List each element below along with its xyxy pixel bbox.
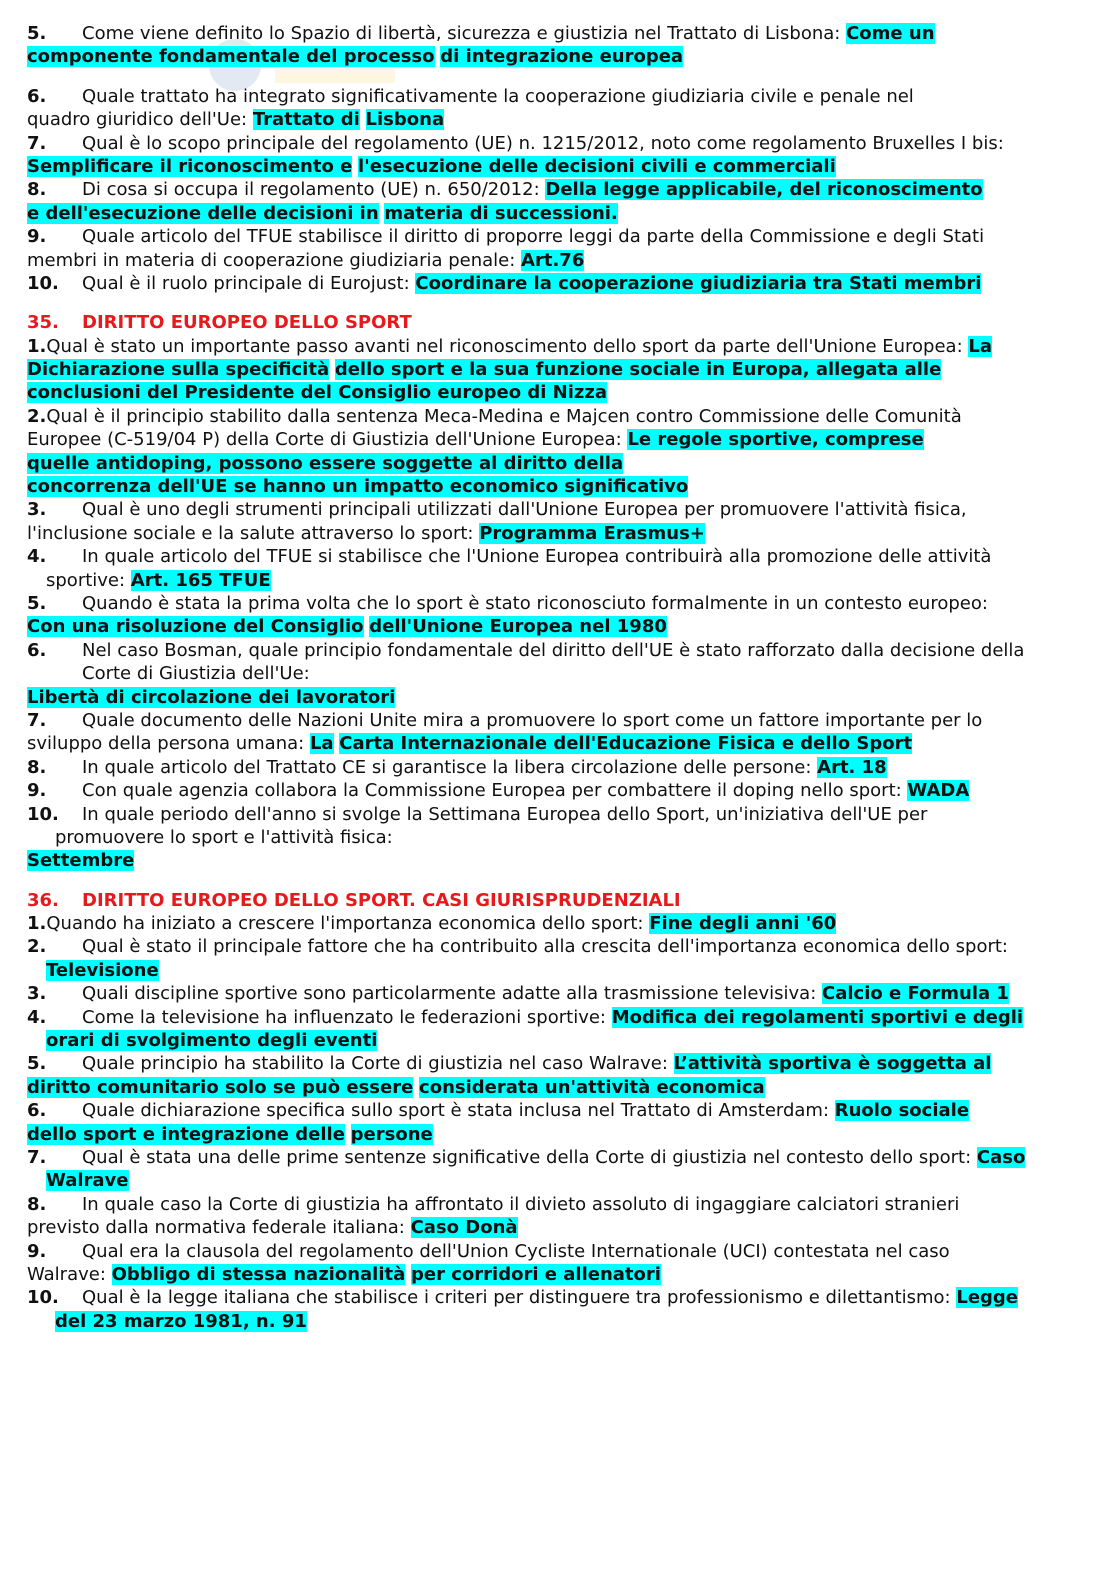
question-text: In quale periodo dell'anno si svolge la Settimana Europea dello Sport, un'iniziativa dell'UE per [82, 803, 928, 825]
text-line [27, 405, 1083, 428]
question-text: In quale caso la Corte di giustizia ha affrontato il divieto assoluto di ingaggiare calciatori stranieri [82, 1193, 960, 1215]
answer-highlight: Semplificare il riconoscimento e [27, 155, 353, 177]
text-line [27, 662, 1083, 685]
answer-highlight: considerata un'attività economica [419, 1076, 765, 1098]
question-number: 3. [27, 983, 47, 1005]
text-line [27, 959, 1083, 982]
question-text: Quando ha iniziato a crescere l'importanza economica dello sport: [46, 913, 650, 935]
answer-highlight: Caso Donà [410, 1217, 518, 1239]
question-text: Corte di Giustizia dell'Ue: [82, 663, 310, 685]
question-text: Qual è uno degli strumenti principali utilizzati dall'Unione Europea per promuovere l'attività fisica, [82, 499, 967, 521]
answer-highlight: Settembre [27, 850, 135, 872]
answer-highlight: Obbligo di stessa nazionalità [111, 1263, 406, 1285]
text-line [27, 522, 1083, 545]
answer-highlight: Art.76 [521, 249, 585, 271]
question-text: In quale articolo del Trattato CE si garantisce la libera circolazione delle persone: [82, 756, 818, 778]
text-line [27, 498, 1083, 521]
answer-highlight: per corridori e allenatori [411, 1263, 661, 1285]
question-number: 7. [27, 1146, 47, 1168]
answer-highlight: concorrenza dell'UE se hanno un impatto economico significativo [27, 476, 689, 498]
question-text: Quale trattato ha integrato significativamente la cooperazione giudiziaria civile e penale nel [82, 85, 914, 107]
question-number: 5. [27, 592, 47, 614]
answer-highlight: L’attività sportiva è soggetta al [673, 1053, 992, 1075]
question-text: previsto dalla normativa federale italiana: [27, 1217, 411, 1239]
text-line [27, 22, 1083, 45]
question-text: Walrave: [27, 1263, 112, 1285]
answer-highlight: diritto comunitario solo se può essere [27, 1076, 414, 1098]
question-text: Quale principio ha stabilito la Corte di giustizia nel caso Walrave: [82, 1053, 674, 1075]
answer-highlight: Libertà di circolazione dei lavoratori [27, 686, 396, 708]
text-line [27, 1076, 1083, 1099]
question-number: 1. [27, 913, 47, 935]
answer-highlight: La [309, 733, 334, 755]
question-number: 2. [27, 936, 47, 958]
text-line [27, 202, 1083, 225]
text-line [27, 155, 1083, 178]
question-text: l'inclusione sociale e la salute attraverso lo sport: [27, 522, 480, 544]
text-line [27, 335, 1083, 358]
answer-highlight: Walrave [46, 1170, 129, 1192]
question-number: 2. [27, 405, 47, 427]
question-number: 8. [27, 756, 47, 778]
question-text [345, 1124, 351, 1145]
text-line [27, 1146, 1083, 1169]
question-number: 10. [27, 803, 59, 825]
answer-highlight: componente fondamentale del processo [27, 46, 435, 68]
text-line [27, 358, 1083, 381]
text-line [27, 849, 1083, 872]
text-line [27, 272, 1083, 295]
section-title: DIRITTO EUROPEO DELLO SPORT. CASI GIURISPRUDENZIALI [82, 889, 681, 911]
question-number: 8. [27, 179, 47, 201]
answer-highlight: Legge [956, 1287, 1018, 1309]
text-line [27, 592, 1083, 615]
answer-highlight: Televisione [46, 959, 159, 981]
answer-highlight: Carta Internazionale dell'Educazione Fisica e dello Sport [339, 733, 913, 755]
question-text [329, 359, 335, 380]
question-number: 6. [27, 1100, 47, 1122]
text-line [27, 475, 1083, 498]
text-line [27, 1216, 1083, 1239]
text-line [27, 982, 1083, 1005]
question-text: Quando è stata la prima volta che lo sport è stato riconosciuto formalmente in un contesto europeo: [82, 592, 988, 614]
answer-highlight: dell'Unione Europea nel 1980 [369, 616, 667, 638]
answer-highlight: Lisbona [365, 109, 445, 131]
answer-highlight: orari di svolgimento degli eventi [46, 1030, 378, 1052]
answer-highlight: del 23 marzo 1981, n. 91 [55, 1310, 307, 1332]
text-line [27, 709, 1083, 732]
paragraph-gap [27, 873, 1083, 889]
question-number: 3. [27, 499, 47, 521]
question-text: quadro giuridico dell'Ue: [27, 109, 253, 131]
answer-highlight: WADA [907, 780, 970, 802]
text-line [27, 779, 1083, 802]
text-line [27, 569, 1083, 592]
question-text: Quale articolo del TFUE stabilisce il diritto di proporre leggi da parte della Commissione e degli Stati [82, 226, 985, 248]
question-text: In quale articolo del TFUE si stabilisce che l'Unione Europea contribuirà alla promozione delle attività [82, 546, 992, 568]
text-line [27, 132, 1083, 155]
text-line [27, 1169, 1083, 1192]
answer-highlight: Come un [846, 23, 935, 44]
text-line [27, 1029, 1083, 1052]
answer-highlight: Art. 18 [817, 756, 887, 778]
question-text: Qual è stata una delle prime sentenze significative della Corte di giustizia nel contesto dello sport: [82, 1146, 977, 1168]
question-number: 6. [27, 85, 47, 107]
question-text: Qual è stato il principale fattore che ha contribuito alla crescita dell'importanza economica dello sport: [82, 936, 1008, 958]
question-number: 1. [27, 335, 47, 357]
document-page [27, 22, 1083, 1333]
text-line [27, 803, 1083, 826]
answer-highlight: materia di successioni. [384, 202, 618, 224]
question-number: 10. [27, 1287, 59, 1309]
text-line [27, 45, 1083, 68]
question-text: Come viene definito lo Spazio di libertà, sicurezza e giustizia nel Trattato di Lisbona: [82, 23, 847, 44]
question-number: 5. [27, 23, 47, 44]
text-line [27, 1263, 1083, 1286]
question-number: 4. [27, 1006, 47, 1028]
section-title: DIRITTO EUROPEO DELLO SPORT [82, 312, 412, 334]
question-number: 4. [27, 546, 47, 568]
paragraph-gap [27, 295, 1083, 311]
answer-highlight: Coordinare la cooperazione giudiziaria tra Stati membri [415, 272, 982, 294]
question-text: sportive: [46, 569, 131, 591]
text-line [27, 381, 1083, 404]
question-text: Qual è stato un importante passo avanti nel riconoscimento dello sport da parte dell'Unione Europea: [46, 335, 969, 357]
answer-highlight: conclusioni del Presidente del Consiglio europeo di Nizza [27, 382, 607, 404]
text-line [27, 639, 1083, 662]
text-line [27, 1006, 1083, 1029]
answer-highlight: Con una risoluzione del Consiglio [27, 616, 364, 638]
section-heading [27, 311, 1083, 334]
question-number: 9. [27, 780, 47, 802]
paragraph-gap [27, 69, 1083, 85]
answer-highlight: La [968, 335, 992, 357]
question-text: sviluppo della persona umana: [27, 733, 310, 755]
answer-highlight: persone [350, 1123, 433, 1145]
text-line [27, 1123, 1083, 1146]
section-number: 35. [27, 312, 59, 334]
answer-highlight: Modifica dei regolamenti sportivi e degli [611, 1006, 1024, 1028]
text-line [27, 108, 1083, 131]
text-line [27, 225, 1083, 248]
question-text: Qual è il principio stabilito dalla sentenza Meca-Medina e Majcen contro Commissione delle Comunità [46, 405, 962, 427]
question-text: Europee (C-519/04 P) della Corte di Giustizia dell'Unione Europea: [27, 429, 628, 451]
question-text: Nel caso Bosman, quale principio fondamentale del diritto dell'UE è stato rafforzato dalla decisione della [82, 639, 1025, 661]
answer-highlight: quelle antidoping, possono essere soggette al diritto della [27, 452, 624, 474]
text-line [27, 85, 1083, 108]
answer-highlight: Programma Erasmus+ [479, 522, 705, 544]
question-text: Come la televisione ha influenzato le federazioni sportive: [82, 1006, 612, 1028]
question-number: 7. [27, 709, 47, 731]
text-line [27, 1052, 1083, 1075]
answer-highlight: Dichiarazione sulla specificità [27, 359, 330, 381]
section-number: 36. [27, 889, 59, 911]
question-number: 7. [27, 132, 47, 154]
answer-highlight: Calcio e Formula 1 [822, 983, 1009, 1005]
question-text: Quale dichiarazione specifica sullo sport è stata inclusa nel Trattato di Amsterdam: [82, 1100, 835, 1122]
text-line [27, 1286, 1083, 1309]
question-text: Con quale agenzia collabora la Commissione Europea per combattere il doping nello sport: [82, 780, 908, 802]
text-line [27, 178, 1083, 201]
question-number: 6. [27, 639, 47, 661]
question-number: 8. [27, 1193, 47, 1215]
question-text: Qual è la legge italiana che stabilisce i criteri per distinguere tra professionismo e dilettantismo: [82, 1287, 957, 1309]
question-text: promuovere lo sport e l'attività fisica: [55, 826, 393, 848]
text-line [27, 428, 1083, 451]
text-line [27, 452, 1083, 475]
question-text: Di cosa si occupa il regolamento (UE) n. 650/2012: [82, 179, 546, 201]
answer-highlight: Della legge applicabile, del riconoscimento [545, 179, 983, 201]
question-text: Qual è lo scopo principale del regolamento (UE) n. 1215/2012, noto come regolamento Bruxelles I bis: [82, 132, 1004, 154]
question-text: membri in materia di cooperazione giudiziaria penale: [27, 249, 522, 271]
answer-highlight: e dell'esecuzione delle decisioni in [27, 202, 379, 224]
text-line [27, 912, 1083, 935]
text-line [27, 1310, 1083, 1333]
question-number: 5. [27, 1053, 47, 1075]
answer-highlight: Art. 165 TFUE [130, 569, 271, 591]
answer-highlight: Le regole sportive, comprese [627, 429, 924, 451]
text-line [27, 826, 1083, 849]
text-line [27, 249, 1083, 272]
text-line [27, 1193, 1083, 1216]
text-line [27, 732, 1083, 755]
text-line [27, 615, 1083, 638]
text-line [27, 1240, 1083, 1263]
text-line [27, 686, 1083, 709]
text-line [27, 756, 1083, 779]
text-line [27, 1099, 1083, 1122]
answer-highlight: Caso [976, 1146, 1026, 1168]
answer-highlight: Ruolo sociale [834, 1100, 970, 1122]
question-number: 10. [27, 272, 59, 294]
answer-highlight: di integrazione europea [440, 46, 684, 68]
question-text: Quali discipline sportive sono particolarmente adatte alla trasmissione televisiva: [82, 983, 822, 1005]
question-text: Quale documento delle Nazioni Unite mira a promuovere lo sport come un fattore importante per lo [82, 709, 983, 731]
question-text: Qual era la clausola del regolamento dell'Union Cycliste Internationale (UCI) contestata nel caso [82, 1240, 950, 1262]
question-number: 9. [27, 226, 47, 248]
text-line [27, 935, 1083, 958]
answer-highlight: Trattato di [252, 109, 360, 131]
question-number: 9. [27, 1240, 47, 1262]
answer-highlight: dello sport e integrazione delle [27, 1123, 345, 1145]
text-line [27, 545, 1083, 568]
answer-highlight: dello sport e la sua funzione sociale in Europa, allegata alle [334, 359, 942, 381]
answer-highlight: Fine degli anni '60 [649, 913, 837, 935]
section-heading [27, 889, 1083, 912]
question-text [360, 109, 366, 130]
question-text: Qual è il ruolo principale di Eurojust: [82, 272, 416, 294]
answer-highlight: l'esecuzione delle decisioni civili e commerciali [358, 155, 836, 177]
